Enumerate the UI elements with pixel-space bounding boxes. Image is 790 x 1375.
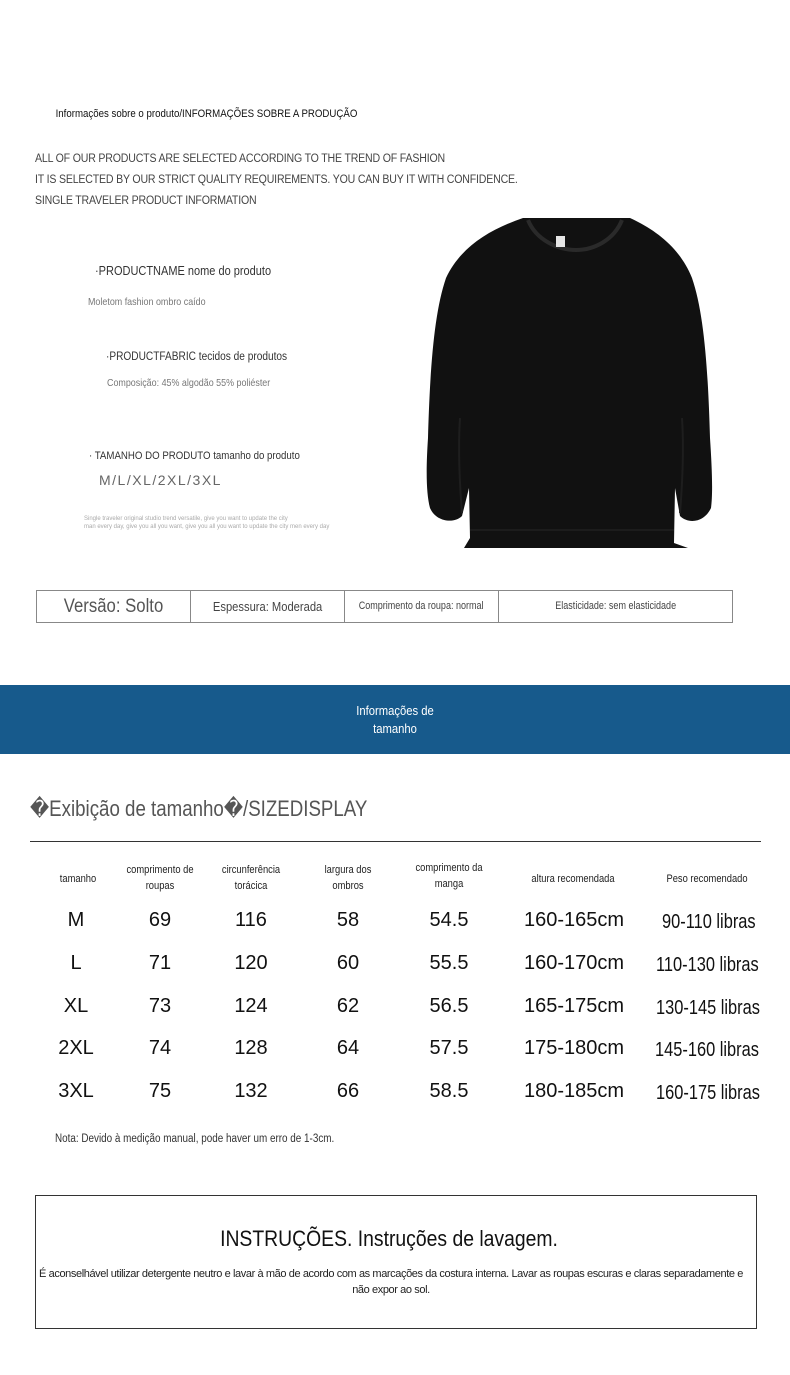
- attribute-table: [36, 590, 733, 623]
- row-l-chest: 120: [234, 952, 268, 974]
- row-m-weight: 90-110 libras: [662, 911, 756, 933]
- wash-text: É aconselhável utilizar detergente neutro e lavar à mão de acordo com as marcações da costura interna. Lavar as roupas escuras e claras separadamente e não expor ao sol.: [39, 1268, 743, 1296]
- row-l-height: 160-170cm: [523, 952, 625, 974]
- product-name-label: ·PRODUCTNAME nome do produto: [95, 264, 272, 278]
- row-3xl-length: 75: [148, 1080, 172, 1102]
- product-fabric-label: ·PRODUCTFABRIC tecidos de produtos: [106, 351, 288, 363]
- intro-line-2: IT IS SELECTED BY OUR STRICT QUALITY REQUIREMENTS. YOU CAN BUY IT WITH CONFIDENCE.: [35, 174, 518, 186]
- attr-length: Comprimento da roupa: normal: [345, 591, 499, 622]
- row-l-shoulder: 60: [336, 952, 360, 974]
- wash-instructions-box: [35, 1195, 757, 1329]
- attr-version: Versão: Solto: [37, 591, 191, 622]
- row-3xl-size: 3XL: [58, 1080, 94, 1102]
- col-shoulder: largura dos ombros: [324, 864, 372, 892]
- intro-line-3: SINGLE TRAVELER PRODUCT INFORMATION: [35, 195, 257, 207]
- size-display-title: �Exibição de tamanho�/SIZEDISPLAY: [30, 796, 368, 821]
- row-xl-length: 73: [148, 995, 172, 1017]
- attr-thickness: Espessura: Moderada: [191, 591, 345, 622]
- row-2xl-chest: 128: [234, 1037, 268, 1059]
- row-m-chest: 116: [235, 909, 267, 931]
- sweatshirt-image: [418, 218, 724, 548]
- row-m-sleeve: 54.5: [429, 909, 469, 931]
- wash-title: INSTRUÇÕES. Instruções de lavagem.: [220, 1226, 558, 1251]
- product-fabric-value: Composição: 45% algodão 55% poliéster: [107, 377, 271, 389]
- row-2xl-length: 74: [148, 1037, 172, 1059]
- col-height: altura recomendada: [531, 873, 615, 885]
- product-info-heading: Informações sobre o produto/INFORMAÇÕES SOBRE A PRODUÇÃO: [55, 108, 358, 120]
- intro-line-1: ALL OF OUR PRODUCTS ARE SELECTED ACCORDING TO THE TREND OF FASHION: [35, 153, 445, 165]
- row-m-height: 160-165cm: [523, 909, 625, 931]
- row-3xl-height: 180-185cm: [523, 1080, 625, 1102]
- row-l-length: 71: [148, 952, 172, 974]
- col-sleeve: comprimento da manga: [415, 862, 483, 890]
- row-xl-height: 165-175cm: [523, 995, 625, 1017]
- row-3xl-weight: 160-175 libras: [656, 1082, 760, 1104]
- row-xl-chest: 124: [234, 995, 268, 1017]
- col-chest: circunferência torácica: [221, 864, 281, 892]
- col-length: comprimento de roupas: [126, 864, 194, 892]
- attr-elasticity: Elasticidade: sem elasticidade: [555, 600, 676, 612]
- row-2xl-sleeve: 57.5: [429, 1037, 469, 1059]
- product-name-value: Moletom fashion ombro caído: [88, 296, 206, 308]
- row-xl-sleeve: 56.5: [429, 995, 469, 1017]
- available-sizes: M/L/XL/2XL/3XL: [99, 472, 222, 488]
- row-xl-weight: 130-145 libras: [656, 997, 760, 1019]
- row-m-length: 69: [148, 909, 172, 931]
- size-info-banner: [0, 685, 790, 754]
- row-l-weight: 110-130 libras: [656, 954, 759, 976]
- banner-title: Informações de tamanho: [356, 703, 434, 736]
- measurement-note: Nota: Devido à medição manual, pode haver um erro de 1-3cm.: [55, 1133, 335, 1145]
- row-2xl-shoulder: 64: [336, 1037, 360, 1059]
- row-m-size: M: [67, 909, 85, 931]
- row-l-size: L: [70, 952, 82, 974]
- row-3xl-shoulder: 66: [336, 1080, 360, 1102]
- row-xl-shoulder: 62: [336, 995, 360, 1017]
- row-3xl-sleeve: 58.5: [429, 1080, 469, 1102]
- row-l-sleeve: 55.5: [429, 952, 469, 974]
- row-3xl-chest: 132: [234, 1080, 268, 1102]
- row-2xl-weight: 145-160 libras: [655, 1039, 759, 1061]
- product-size-label: · TAMANHO DO PRODUTO tamanho do produto: [89, 450, 300, 462]
- fine-print-1: Single traveler original studio trend versatile, give you want to update the city: [84, 516, 288, 522]
- row-xl-size: XL: [63, 995, 89, 1017]
- col-size: tamanho: [59, 873, 97, 885]
- row-m-shoulder: 58: [336, 909, 360, 931]
- fine-print-2: man every day, give you all you want, give you all you want to update the city men every day: [84, 524, 330, 530]
- row-2xl-size: 2XL: [58, 1037, 94, 1059]
- row-2xl-height: 175-180cm: [523, 1037, 625, 1059]
- col-weight: Peso recomendado: [666, 873, 748, 885]
- title-divider: [30, 841, 761, 842]
